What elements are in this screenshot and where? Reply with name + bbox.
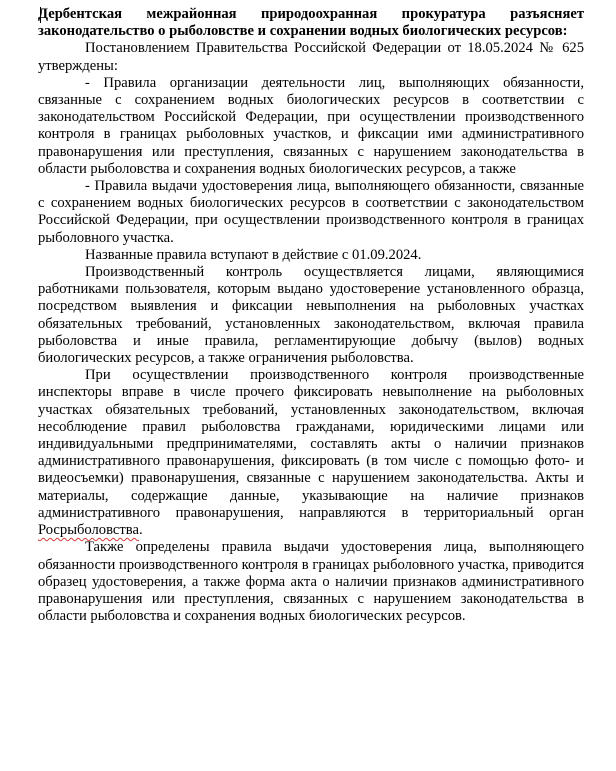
paragraph-rules-certificate: - Правила выдачи удостоверения лица, выполняющего обязанности, связанные с сохранением водных биологических ресурсов в соответствии с законодательством Российской Федерации, при осуществлении производственного контроля в границах рыболовного участка. [38,178,584,246]
paragraph-production-control: Производственный контроль осуществляется лицами, являющимися работниками пользователя, которым выдано удостоверение установленного образца, посредством выявления и фиксации невыполнения на рыболовных участках обязательных требований, установленных законодательством, включая правила рыболовства и иные правила, регламентирующие добычу (вылов) водных биологических ресурсов, а также ограничения рыболовства. [38,264,584,367]
paragraph-decree: Постановлением Правительства Российской Федерации от 18.05.2024 № 625 утверждены: [38,40,584,74]
paragraph-inspector-rights [38,367,584,539]
paragraph-effective-date: Названные правила вступают в действие с 01.09.2024. [85,246,422,263]
paragraph-certificate-form: Также определены правила выдачи удостоверения лица, выполняющего обязанности производственного контроля в границах рыболовного участка, приводится образец удостоверения, а также форма акта о наличии признаков административного правонарушения или преступления, связанных с нарушением законодательства в области рыболовства и сохранения водных биологических ресурсов. [38,539,584,625]
paragraph-inspector-rights-end: . [138,522,143,539]
paragraph-inspector-rights-text: При осуществлении производственного контроля производственные инспекторы вправе в числе прочего фиксировать невыполнение на рыболовных участках обязательных требований, установленных законодательством, включая несоблюдение правил рыболовства гражданами, юридическими лицами или индивидуальными предпринимателями, составлять акты о наличии признаков административного правонарушения, фиксировать (в том числе с помощью фото- и видеосъемки) правонарушения, связанные с нарушением законодательства. Акты и материалы, содержащие данные, указывающие на наличие признаков административного правонарушения, направляются в территориальный орган [38,367,584,521]
document-body[interactable] [38,6,584,625]
paragraph-rules-organization: - Правила организации деятельности лиц, выполняющих обязанности, связанные с сохранением водных биологических ресурсов в соответствии с законодательством Российской Федерации, при осуществлении производственного контроля в границах рыболовных участков, и фиксации ими административного правонарушения или преступления, связанных с нарушением законодательства в области рыболовства и сохранения водных биологических ресурсов, а также [38,74,584,177]
document-heading: Дербентская межрайонная природоохранная прокуратура разъясняет законодательство о рыболовстве и сохранении водных биологических ресурсов: [38,6,584,40]
spellcheck-flagged-word[interactable]: Росрыболовства [38,522,139,539]
